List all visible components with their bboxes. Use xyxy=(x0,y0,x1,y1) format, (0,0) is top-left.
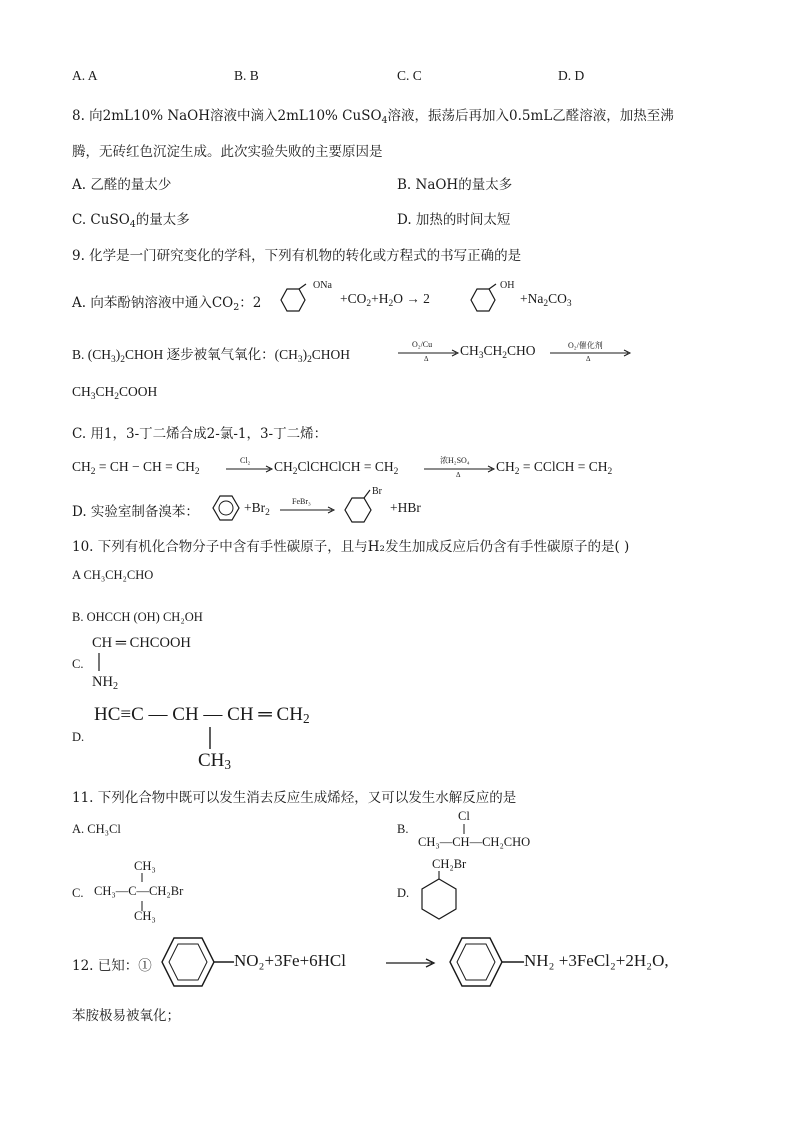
q12-eq-right: NH₂ +3FeCl₂+2H₂O, xyxy=(524,951,669,970)
q8-stem-line2: 腾，无砖红色沉淀生成。此次实验失败的主要原因是 xyxy=(72,144,383,160)
q7-option-b: B. B xyxy=(234,68,259,83)
q8-option-c: C. CuSO$_4$的量太多 xyxy=(72,212,190,230)
reaction-arrow xyxy=(386,958,436,968)
q8-stem-line1: 8. 向2mL10% NaOH溶液中滴入2mL10% CuSO$_4$溶液，振荡后再加入0.5mL乙醛溶液，加热至沸 xyxy=(72,108,674,126)
benzene-ring-phenoxide xyxy=(272,281,312,321)
q10-stem: 10. 下列有机化合物分子中含有手性碳原子，且与H₂发生加成反应后仍含有手性碳原子的是( ) xyxy=(72,539,630,555)
q10-option-d-branch: $CH_3$ xyxy=(198,750,232,772)
q11-option-d-top: CH₂Br xyxy=(432,857,467,871)
q9-option-b-line1: B. $(CH_3)_2CHOH$ 逐步被氧气氧化：$(CH_3)_2CHOH$ xyxy=(72,347,351,365)
q9-option-c-cond1: Cl₂ xyxy=(240,456,251,465)
q11-option-d-label: D. xyxy=(397,886,410,900)
q11-option-c-bottom: CH₃ xyxy=(134,909,156,923)
q9-option-b-cond2-bot: Δ xyxy=(586,355,591,363)
benzene-ring-phenol xyxy=(462,281,502,321)
q11-option-a: A. CH₃Cl xyxy=(72,822,121,836)
q9-option-c-cond2-bot: Δ xyxy=(456,471,461,479)
q7-option-c: C. C xyxy=(397,68,422,83)
q10-option-c-top: CH ═ CHCOOH xyxy=(92,635,191,651)
cyclohexane-ring xyxy=(414,871,464,925)
q10-option-d-label: D. xyxy=(72,730,85,744)
benzene-ring-nitrobenzene xyxy=(158,934,234,990)
q9-option-c-eq-part1: $CH_2$ = CH − CH = $CH_2$ xyxy=(72,459,200,477)
q8-option-d: D. 加热的时间太短 xyxy=(397,212,511,228)
q12-stem: 12. 已知：① xyxy=(72,958,152,974)
q10-option-c-bottom: $NH_2$ xyxy=(92,674,119,692)
q11-option-b-label: B. xyxy=(397,822,409,836)
bond-line-vertical xyxy=(97,653,101,673)
q11-option-c-top: CH₃ xyxy=(134,859,156,873)
q9-option-b-cond1-top: O₂/Cu xyxy=(412,340,433,349)
q9-option-a-ona: ONa xyxy=(313,280,332,291)
q8-option-b: B. NaOH的量太多 xyxy=(397,177,513,193)
q9-option-c-cond2-top: 浓H₂SO₄ xyxy=(440,456,470,465)
reaction-arrow xyxy=(226,466,274,472)
q12-eq-left: NO₂+3Fe+6HCl xyxy=(234,951,346,970)
benzene-ring-reactant xyxy=(206,490,246,526)
q10-option-a: A CH₃CH₂CHO xyxy=(72,568,154,582)
reaction-arrow xyxy=(398,350,460,356)
q11-stem: 11. 下列化合物中既可以发生消去反应生成烯烃，又可以发生水解反应的是 xyxy=(72,790,517,806)
q9-option-a-oh: OH xyxy=(500,280,515,291)
q9-option-a-na2co3: $+Na_2CO_3$ xyxy=(520,291,572,309)
q9-option-b-cond2-top: O₂/催化剂 xyxy=(568,341,603,350)
q7-option-a: A. A xyxy=(72,68,98,83)
q9-option-d-stem: D. 实验室制备溴苯： xyxy=(72,504,199,520)
q7-option-d: D. D xyxy=(558,68,585,83)
q9-option-c-eq-part3: $CH_2$ = CClCH = $CH_2$ xyxy=(496,459,613,477)
reaction-arrow xyxy=(280,507,336,513)
q9-option-c-stem: C. 用1，3-丁二烯合成2-氯-1，3-丁二烯： xyxy=(72,426,328,442)
q9-option-b-line2: $CH_3CH_2COOH$ xyxy=(72,384,158,402)
q8-option-a: A. 乙醛的量太少 xyxy=(72,177,172,193)
q9-option-d-br: Br xyxy=(372,486,382,497)
q10-option-c-label: C. xyxy=(72,657,84,671)
q9-option-c-eq-part2: $CH_2ClCHClCH = CH_2$ xyxy=(274,459,399,477)
reaction-arrow xyxy=(550,350,632,356)
q9-option-a-label: A. 向苯酚钠溶液中通入$CO_2$：2 xyxy=(72,295,262,313)
q11-option-b-main: CH₃—CH—CH₂CHO xyxy=(418,835,531,849)
q9-option-b-mid: $CH_3CH_2CHO$ xyxy=(460,343,536,361)
benzene-ring-aniline xyxy=(446,934,524,990)
q11-option-b-cl: Cl xyxy=(458,809,470,823)
q12-note: 苯胺极易被氧化； xyxy=(72,1008,180,1024)
q9-option-d-hbr: +HBr xyxy=(390,500,421,515)
q9-stem: 9. 化学是一门研究变化的学科，下列有机物的转化或方程式的书写正确的是 xyxy=(72,248,522,264)
q10-option-d-main: HC≡C — CH — CH ═ $CH_2$ xyxy=(94,704,310,726)
q9-option-b-cond1-bot: Δ xyxy=(424,355,429,363)
q9-option-d-plus-br2: $+Br_2$ xyxy=(244,500,270,518)
q10-option-b: B. OHCCH (OH) CH₂OH xyxy=(72,610,203,624)
q11-option-c-main: CH₃—C—CH₂Br xyxy=(94,884,184,898)
bond-line-vertical xyxy=(208,727,212,751)
q11-option-c-label: C. xyxy=(72,886,84,900)
q9-option-d-cond: FeBr₃ xyxy=(292,497,311,506)
q9-option-a-plus-co2: $+CO_2+H_2O \to 2$ xyxy=(340,291,430,309)
